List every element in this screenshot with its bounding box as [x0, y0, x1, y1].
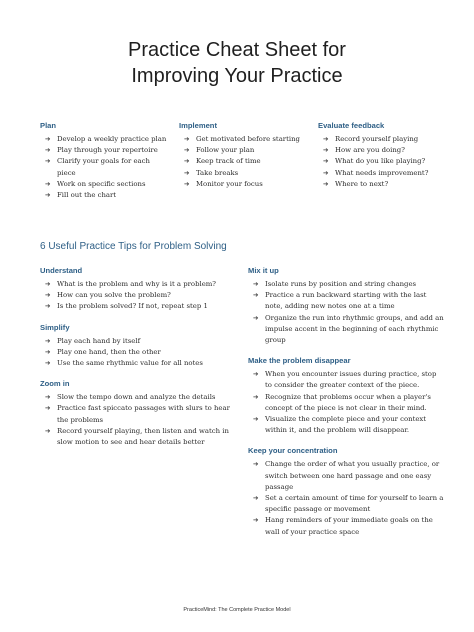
mix-heading: Mix it up [248, 266, 279, 275]
implement-column [179, 121, 319, 190]
arrow-icon: ➔ [323, 135, 329, 143]
list-item: ➔ Monitor your focus [179, 179, 319, 190]
list-item: ➔ Slow the tempo down and analyze the details [40, 392, 236, 403]
list-item: ➔ Visualize the complete piece and your context within it, and the problem will disappear. [253, 415, 427, 435]
arrow-icon: ➔ [253, 313, 259, 322]
arrow-icon: ➔ [45, 336, 51, 345]
arrow-icon: ➔ [323, 168, 329, 177]
arrow-icon: ➔ [184, 168, 190, 177]
arrow-icon: ➔ [45, 359, 51, 368]
list-item: ➔ Use the same rhythmic value for all notes [40, 358, 236, 369]
title-line-1: Practice Cheat Sheet for [128, 39, 346, 61]
list-item: ➔ Practice a run backward starting with the last note, adding new notes one at a time [253, 291, 427, 311]
arrow-icon: ➔ [45, 146, 51, 155]
title-line-2: Improving Your Practice [131, 65, 343, 87]
arrow-icon: ➔ [184, 135, 190, 143]
list-item: ➔ Record yourself playing [318, 134, 458, 145]
disappear-group [248, 356, 444, 436]
zoom-group [40, 379, 236, 448]
arrow-icon: ➔ [45, 135, 51, 143]
tips-right-column [248, 266, 444, 548]
arrow-icon: ➔ [45, 347, 51, 356]
list-item: ➔ Clarify your goals for each [40, 156, 180, 167]
understand-group [40, 266, 236, 313]
list-item: ➔ Fill out the chart [40, 190, 180, 201]
arrow-icon: ➔ [253, 516, 259, 525]
arrow-icon: ➔ [253, 280, 259, 288]
arrow-icon: ➔ [45, 426, 51, 435]
list-item: ➔ Organize the run into rhythmic groups, and add an impulse accent in the beginning of each rhythmic group [253, 313, 444, 345]
arrow-icon: ➔ [323, 146, 329, 155]
list-item: ➔ How can you solve the problem? [40, 290, 236, 301]
list-item: ➔ Record yourself playing, then listen and watch in slow motion to see and hear details better [45, 426, 229, 447]
arrow-icon: ➔ [45, 191, 51, 200]
evaluate-list [318, 134, 458, 190]
list-item: ➔ Take breaks [179, 168, 319, 179]
tips-section-title: 6 Useful Practice Tips for Problem Solving [40, 241, 227, 252]
arrow-icon: ➔ [253, 370, 259, 379]
list-item: ➔ Follow your plan [179, 145, 319, 156]
plan-list [40, 134, 180, 201]
simplify-heading: Simplify [40, 322, 70, 332]
plan-column [40, 121, 180, 201]
arrow-icon: ➔ [45, 157, 51, 166]
arrow-icon: ➔ [45, 302, 51, 311]
implement-heading: Implement [179, 121, 217, 130]
arrow-icon: ➔ [45, 280, 51, 288]
list-item: ➔ Develop a weekly practice plan [40, 134, 180, 145]
evaluate-column [318, 121, 458, 190]
list-item: ➔ Practice fast spiccato passages with slurs to hear the problems [45, 404, 230, 424]
list-item: ➔ Is the problem solved? If not, repeat step 1 [40, 301, 236, 312]
list-item: ➔ Set a certain amount of time for yourself to learn a specific passage or movement [253, 494, 444, 514]
list-item: ➔ When you encounter issues during practice, stop to consider the greater context of the piece. [253, 370, 437, 390]
arrow-icon: ➔ [253, 460, 259, 469]
list-item: ➔ Change the order of what you usually practice, or switch between one hard passage and one easy passage [253, 460, 440, 491]
list-item: ➔ Isolate runs by position and string changes [248, 279, 444, 290]
implement-list [179, 134, 319, 190]
list-item: ➔ Play each hand by itself [40, 336, 236, 347]
list-item-continuation: piece [57, 168, 76, 177]
disappear-heading: Make the problem disappear [248, 356, 351, 366]
arrow-icon: ➔ [253, 392, 259, 401]
list-item: ➔ Recognize that problems occur when a player's concept of the piece is not clear in their mind. [253, 392, 431, 412]
list-item: ➔ Get motivated before starting [179, 134, 319, 145]
list-item: ➔ Where to next? [318, 179, 458, 190]
arrow-icon: ➔ [45, 393, 51, 402]
list-item: ➔ Work on specific sections [40, 179, 180, 190]
arrow-icon: ➔ [45, 404, 51, 413]
plan-heading: Plan [40, 121, 57, 130]
list-item: ➔ Play through your repertoire [40, 145, 180, 156]
concentration-heading: Keep your concentration [248, 446, 338, 456]
arrow-icon: ➔ [253, 291, 259, 300]
arrow-icon: ➔ [184, 146, 190, 155]
arrow-icon: ➔ [253, 415, 259, 424]
arrow-icon: ➔ [253, 494, 259, 503]
list-item: ➔ Play one hand, then the other [40, 347, 236, 358]
arrow-icon: ➔ [323, 157, 329, 166]
understand-heading: Understand [40, 266, 83, 275]
list-item: ➔ Keep track of time [179, 156, 319, 167]
page-footer: PracticeMind: The Complete Practice Model [183, 607, 291, 613]
list-item: ➔ What do you like playing? [318, 156, 458, 167]
simplify-group [40, 323, 236, 370]
arrow-icon: ➔ [184, 179, 190, 188]
arrow-icon: ➔ [45, 291, 51, 300]
arrow-icon: ➔ [323, 179, 329, 188]
concentration-group [248, 446, 444, 537]
zoom-heading: Zoom in [40, 379, 70, 389]
list-item: ➔ What is the problem and why is it a problem? [40, 279, 236, 290]
mix-group [248, 266, 444, 346]
arrow-icon: ➔ [184, 157, 190, 166]
list-item: ➔ What needs improvement? [318, 168, 458, 179]
arrow-icon: ➔ [45, 179, 51, 188]
evaluate-heading: Evaluate feedback [318, 121, 385, 130]
list-item: ➔ Hang reminders of your immediate goals on the wall of your practice space [253, 516, 433, 536]
list-item: ➔ How are you doing? [318, 145, 458, 156]
page-title [0, 37, 474, 89]
tips-left-column [40, 266, 236, 458]
